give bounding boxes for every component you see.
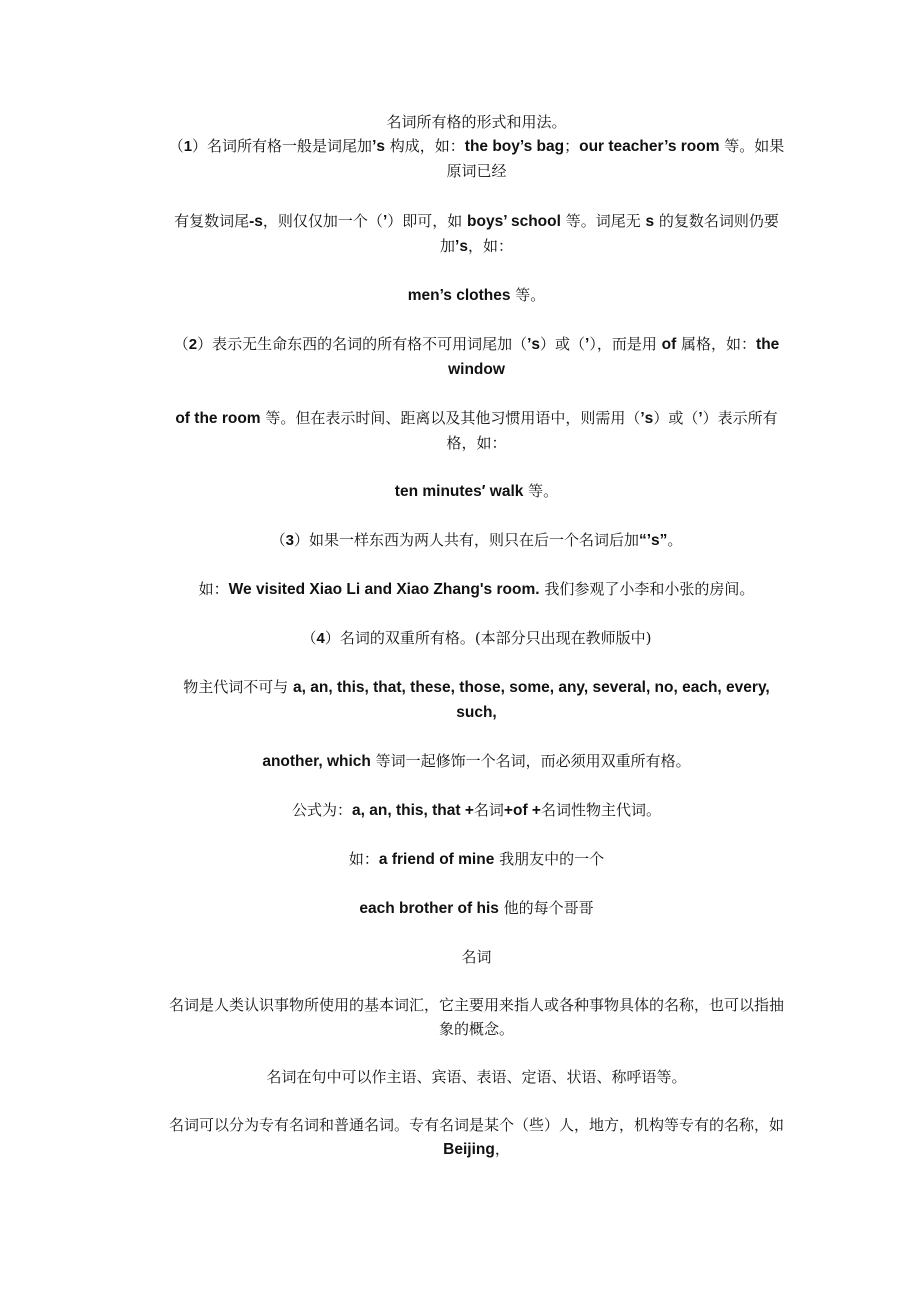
text: （ [173, 335, 189, 353]
text: ）或（ [540, 335, 586, 353]
paragraph-plural [168, 209, 785, 259]
text: 物主代词不可与 [183, 678, 294, 696]
text: 属格，如： [676, 335, 757, 353]
text: 名词可以分为专有名词和普通名词。专有名词是某个（些）人，地方，机构等专有的名称，如 [168, 1116, 784, 1134]
paragraph-example-men [168, 283, 785, 308]
english-term: ’s [372, 138, 385, 155]
paragraph-noun-functions: 名词在句中可以作主语、宾语、表语、定语、状语、称呼语等。 [266, 1068, 687, 1086]
english-term: ’ [585, 336, 590, 353]
text: ）名词的双重所有格。(本部分只出现在教师版中) [324, 629, 652, 647]
text: 公式为： [292, 801, 353, 819]
text: 等。 [523, 482, 559, 500]
text: 的复数名词则仍要加 [440, 212, 779, 255]
english-example: boys’ school [467, 213, 561, 230]
paragraph-example-visited [168, 577, 785, 602]
paragraph-example-friend [168, 847, 785, 872]
english-term: -s [249, 213, 263, 230]
english-term: ’s [527, 336, 541, 353]
paragraph-of-the-room [168, 406, 785, 455]
rule-number: 1 [183, 138, 193, 155]
english-example: each brother of his [359, 900, 499, 917]
paragraph-rule-3 [168, 528, 785, 553]
text: （ [270, 531, 286, 549]
text: ）表示无生命东西的名词的所有格不可用词尾加（ [197, 335, 528, 353]
english-term: a, an, this, that + [352, 802, 474, 819]
text: ），而是用 [589, 335, 662, 353]
paragraph-formula [168, 798, 785, 823]
paragraph-rule-1 [168, 134, 785, 183]
paragraph-example-brother [168, 896, 785, 921]
text: 我们参观了小李和小张的房间。 [539, 580, 755, 598]
section-heading-noun: 名词 [461, 948, 492, 966]
english-term: +of + [503, 802, 541, 819]
text: 等。如果原词已经 [446, 137, 785, 180]
english-example: of the room [175, 410, 261, 427]
text: 等。词尾无 [560, 212, 646, 230]
text: ）或（ [653, 409, 699, 427]
rule-number: 3 [285, 532, 294, 549]
text: 等词一起修饰一个名词，而必须用双重所有格。 [370, 752, 691, 770]
text: ； [564, 137, 580, 155]
english-example: men’s clothes [407, 287, 511, 304]
rule-number: 2 [188, 336, 198, 353]
text: ，则仅仅加一个（ [262, 212, 383, 230]
english-example: ten minutes′ walk [394, 483, 524, 500]
text: 如： [348, 850, 379, 868]
text: ）名词所有格一般是词尾加 [192, 137, 373, 155]
text: ，如： [467, 237, 513, 255]
paragraph-example-ten-minutes [168, 479, 785, 504]
english-example: We visited Xiao Li and Xiao Zhang's room. [228, 581, 540, 598]
english-term: another, which [262, 753, 371, 770]
text: 如： [198, 580, 229, 598]
text: 他的每个哥哥 [498, 899, 594, 917]
doc-title: 名词所有格的形式和用法。 [386, 113, 567, 131]
english-term: a, an, this, that, these, those, some, any, several, no, each, every, such, [293, 679, 770, 721]
english-term: ’ [382, 213, 388, 230]
paragraph-rule-4 [168, 626, 785, 651]
english-term: ’ [698, 410, 703, 427]
rule-number: 4 [316, 630, 325, 647]
english-term: ’s [640, 410, 654, 427]
english-example: Beijing [443, 1141, 495, 1158]
text: 名词 [473, 801, 504, 819]
text: ）如果一样东西为两人共有，则只在后一个名词后加 [293, 531, 639, 549]
english-example: the window [448, 336, 780, 378]
paragraph-rule-2 [168, 332, 785, 382]
paragraph-another-which [168, 749, 785, 774]
text: 构成，如： [385, 137, 465, 155]
text: 等。但在表示时间、距离以及其他习惯用语中，则需用（ [260, 409, 641, 427]
english-term: ’s [455, 238, 468, 255]
text: （ [301, 629, 317, 647]
text: ）即可，如 [387, 212, 468, 230]
text: 有复数词尾 [174, 212, 250, 230]
paragraph-noun-definition: 名词是人类认识事物所使用的基本词汇，它主要用来指人或各种事物具体的名称，也可以指抽象的概念。 [168, 996, 784, 1038]
text: 。 [667, 531, 683, 549]
paragraph-noun-types [168, 1113, 785, 1162]
document-page [168, 110, 785, 1162]
english-example: the boy’s bag [464, 138, 565, 155]
text: 名词性物主代词。 [540, 801, 661, 819]
paragraph-determiners [168, 675, 785, 725]
english-term: “’s” [638, 532, 668, 549]
text: ）表示所有格，如： [446, 409, 778, 452]
text: （ [168, 137, 184, 155]
english-term: s [645, 213, 655, 230]
text: 等。 [510, 286, 546, 304]
text: 我朋友中的一个 [494, 850, 605, 868]
english-term: of [661, 336, 677, 353]
english-example: a friend of mine [378, 851, 495, 868]
text: ， [494, 1140, 510, 1158]
english-example: our teacher’s room [579, 138, 720, 155]
